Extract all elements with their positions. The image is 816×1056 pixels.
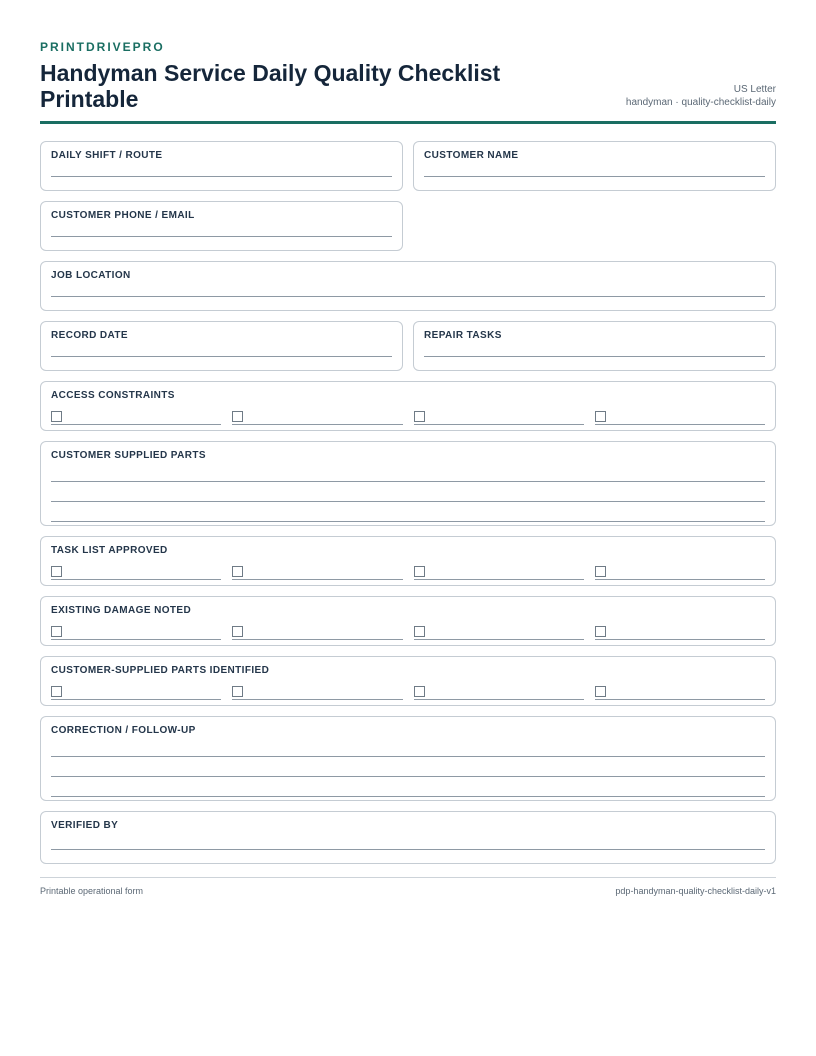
form-page (40, 40, 776, 874)
checkbox[interactable] (595, 566, 606, 577)
checkbox-item[interactable] (51, 685, 221, 700)
write-line[interactable] (51, 356, 392, 357)
brand-logo: PRINTDRIVEPRO (40, 40, 165, 54)
write-line[interactable] (51, 482, 765, 502)
checkbox-item[interactable] (51, 565, 221, 580)
parts-identified-label: CUSTOMER-SUPPLIED PARTS IDENTIFIED (51, 665, 270, 676)
write-line[interactable] (51, 462, 765, 482)
write-line[interactable] (51, 502, 765, 522)
existing-damage-field (40, 596, 776, 646)
checkbox[interactable] (595, 686, 606, 697)
customer-contact-field[interactable] (40, 201, 403, 251)
write-line[interactable] (51, 236, 392, 237)
checkbox-item[interactable] (232, 625, 402, 640)
customer-supplied-parts-field[interactable] (40, 441, 776, 526)
daily-shift-label: DAILY SHIFT / ROUTE (51, 150, 163, 161)
checkbox-item[interactable] (595, 565, 765, 580)
existing-damage-label: EXISTING DAMAGE NOTED (51, 605, 192, 616)
checkbox[interactable] (232, 626, 243, 637)
customer-contact-label: CUSTOMER PHONE / EMAIL (51, 210, 195, 221)
page-footer (40, 877, 776, 896)
checkbox[interactable] (414, 626, 425, 637)
checkbox[interactable] (414, 411, 425, 422)
paper-size: US Letter (733, 84, 776, 95)
page-meta (626, 83, 776, 112)
job-location-label: JOB LOCATION (51, 270, 131, 281)
task-list-approved-label: TASK LIST APPROVED (51, 545, 168, 556)
checkbox-item[interactable] (595, 410, 765, 425)
repair-tasks-field[interactable] (413, 321, 776, 371)
parts-identified-field (40, 656, 776, 706)
checkbox[interactable] (51, 566, 62, 577)
footer-left-text: Printable operational form (40, 886, 144, 896)
page-title: Handyman Service Daily Quality Checklist Printable (40, 60, 501, 112)
access-constraints-field (40, 381, 776, 431)
signature-line[interactable] (51, 849, 765, 850)
checkbox-item[interactable] (595, 685, 765, 700)
verified-by-field[interactable] (40, 811, 776, 864)
customer-name-field[interactable] (413, 141, 776, 191)
checkbox-item[interactable] (414, 685, 584, 700)
checkbox[interactable] (232, 566, 243, 577)
form-slug: handyman · quality-checklist-daily (625, 97, 776, 108)
form-fields (40, 141, 776, 864)
daily-shift-field[interactable] (40, 141, 403, 191)
checkbox-item[interactable] (51, 625, 221, 640)
checkbox-item[interactable] (414, 625, 584, 640)
write-line[interactable] (51, 757, 765, 777)
access-constraints-label: ACCESS CONSTRAINTS (51, 390, 175, 401)
form-header (40, 60, 776, 124)
checkbox[interactable] (51, 626, 62, 637)
checkbox-item[interactable] (232, 565, 402, 580)
checkbox[interactable] (595, 626, 606, 637)
checkbox[interactable] (232, 411, 243, 422)
customer-supplied-parts-label: CUSTOMER SUPPLIED PARTS (51, 450, 206, 461)
checkbox-item[interactable] (232, 685, 402, 700)
footer-form-id: pdp-handyman-quality-checklist-daily-v1 (615, 886, 776, 896)
checkbox-item[interactable] (595, 625, 765, 640)
write-line[interactable] (51, 777, 765, 797)
job-location-field[interactable] (40, 261, 776, 311)
checkbox-item[interactable] (414, 410, 584, 425)
checkbox[interactable] (595, 411, 606, 422)
task-list-approved-field (40, 536, 776, 586)
checkbox[interactable] (51, 411, 62, 422)
write-line[interactable] (424, 176, 765, 177)
checkbox[interactable] (414, 686, 425, 697)
checkbox[interactable] (51, 686, 62, 697)
write-line[interactable] (51, 296, 765, 297)
write-line[interactable] (424, 356, 765, 357)
checkbox-item[interactable] (232, 410, 402, 425)
repair-tasks-label: REPAIR TASKS (424, 330, 502, 341)
checkbox-item[interactable] (51, 410, 221, 425)
checkbox[interactable] (414, 566, 425, 577)
record-date-field[interactable] (40, 321, 403, 371)
record-date-label: RECORD DATE (51, 330, 128, 341)
checkbox-item[interactable] (414, 565, 584, 580)
write-line[interactable] (51, 176, 392, 177)
correction-label: CORRECTION / FOLLOW-UP (51, 725, 196, 736)
verified-by-label: VERIFIED BY (51, 820, 119, 831)
checkbox[interactable] (232, 686, 243, 697)
customer-name-label: CUSTOMER NAME (424, 150, 519, 161)
correction-field[interactable] (40, 716, 776, 801)
write-line[interactable] (51, 737, 765, 757)
